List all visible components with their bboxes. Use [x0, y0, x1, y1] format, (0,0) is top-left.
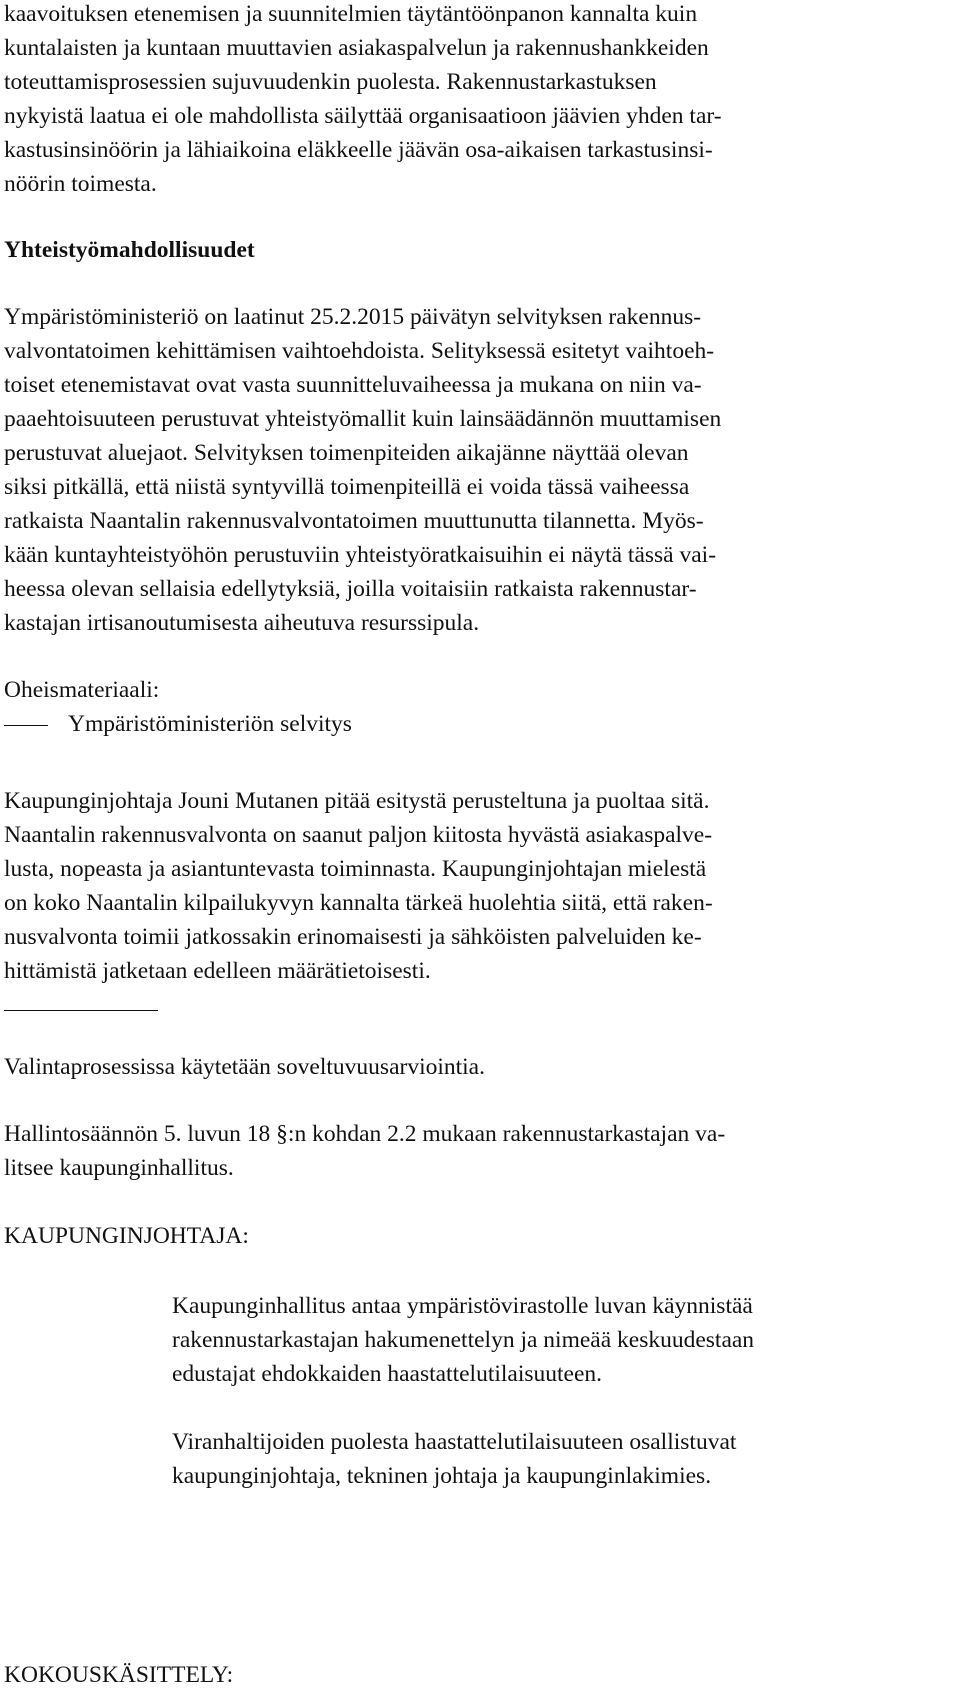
text-line: perustuvat aluejaot. Selvityksen toimenpiteiden aikajänne näyttää olevan	[4, 440, 689, 466]
dash-bullet	[4, 707, 68, 741]
text-line: kaupunginjohtaja, tekninen johtaja ja kaupunginlakimies.	[172, 1463, 712, 1489]
rules-paragraph	[4, 1117, 954, 1185]
meeting-label: KOKOUSKÄSITTELY:	[4, 1662, 234, 1688]
text-line: toteuttamisprosessien sujuvuudenkin puolesta. Rakennustarkastuksen	[4, 69, 657, 95]
text-line: valvontatoimen kehittämisen vaihtoehdoista. Selityksessä esitetyt vaihtoeh-	[4, 338, 715, 364]
mayor-paragraph	[4, 784, 954, 988]
text-line: hittämistä jatketaan edelleen määrätietoisesti.	[4, 958, 431, 984]
text-line: Kaupunginjohtaja Jouni Mutanen pitää esitystä perusteltuna ja puoltaa sitä.	[4, 788, 710, 814]
cooperation-paragraph	[4, 300, 954, 640]
officials-paragraph	[172, 1425, 960, 1493]
text-line: Ympäristöministeriö on laatinut 25.2.2015 päivätyn selvityksen rakennus-	[4, 304, 702, 330]
text-line: litsee kaupunginhallitus.	[4, 1155, 234, 1181]
section-heading-block	[4, 233, 954, 267]
text-line: kuntalaisten ja kuntaan muuttavien asiakaspalvelun ja rakennushankkeiden	[4, 35, 709, 61]
text-line: Naantalin rakennusvalvonta on saanut paljon kiitosta hyvästä asiakaspalve-	[4, 822, 713, 848]
text-line: kaavoituksen etenemisen ja suunnitelmien täytäntöönpanon kannalta kuin	[4, 1, 698, 27]
text-line: Hallintosäännön 5. luvun 18 §:n kohdan 2.2 mukaan rakennustarkastajan va-	[4, 1121, 726, 1147]
text-line: nöörin toimesta.	[4, 171, 157, 197]
text-line: siksi pitkällä, että niistä syntyvillä toimenpiteillä ei voida tässä vaiheessa	[4, 474, 690, 500]
text-line: kastusinsinöörin ja lähiaikoina eläkkeelle jäävän osa-aikaisen tarkastusinsi-	[4, 137, 713, 163]
text-line: toiset etenemistavat ovat vasta suunnitteluvaiheessa ja mukana on niin va-	[4, 372, 702, 398]
attachment-title: Ympäristöministeriön selvitys	[68, 711, 352, 737]
text-line: Viranhaltijoiden puolesta haastattelutilaisuuteen osallistuvat	[172, 1429, 737, 1455]
text-line: ratkaista Naantalin rakennusvalvontatoimen muuttunutta tilannetta. Myös-	[4, 508, 704, 534]
text-line: nykyistä laatua ei ole mahdollista säilyttää organisaatioon jäävien yhden tar-	[4, 103, 722, 129]
proposal-paragraph	[172, 1289, 960, 1391]
text-line: nusvalvonta toimii jatkossakin erinomaisesti ja sähköisten palveluiden ke-	[4, 924, 702, 950]
attachment-item	[4, 707, 954, 741]
text-line: Kaupunginhallitus antaa ympäristövirastolle luvan käynnistää	[172, 1293, 753, 1319]
text-line: paaehtoisuuteen perustuvat yhteistyömallit kuin lainsäädännön muuttamisen	[4, 406, 722, 432]
mayor-label-block	[4, 1219, 954, 1253]
text-line: rakennustarkastajan hakumenettelyn ja nimeää keskuudestaan	[172, 1327, 755, 1353]
selection-paragraph	[4, 1050, 954, 1084]
separator-line	[4, 1010, 158, 1011]
text-line: kastajan irtisanoutumisesta aiheutuva resurssipula.	[4, 610, 480, 636]
text-line: on koko Naantalin kilpailukyvyn kannalta tärkeä huolehtia siitä, että raken-	[4, 890, 713, 916]
meeting-label-block	[4, 1658, 954, 1692]
text-line: heessa olevan sellaisia edellytyksiä, joilla voitaisiin ratkaista rakennustar-	[4, 576, 697, 602]
intro-paragraph	[4, 0, 954, 201]
attachments-section	[4, 673, 954, 741]
text-line: Valintaprosessissa käytetään soveltuvuusarviointia.	[4, 1054, 485, 1080]
mayor-label: KAUPUNGINJOHTAJA:	[4, 1223, 249, 1249]
text-line: kään kuntayhteistyöhön perustuviin yhteistyöratkaisuihin ei näytä tässä vai-	[4, 542, 717, 568]
text-line: edustajat ehdokkaiden haastattelutilaisuuteen.	[172, 1361, 603, 1387]
attachments-label: Oheismateriaali:	[4, 677, 160, 703]
section-heading: Yhteistyömahdollisuudet	[4, 237, 255, 263]
text-line: lusta, nopeasta ja asiantuntevasta toiminnasta. Kaupunginjohtajan mielestä	[4, 856, 707, 882]
